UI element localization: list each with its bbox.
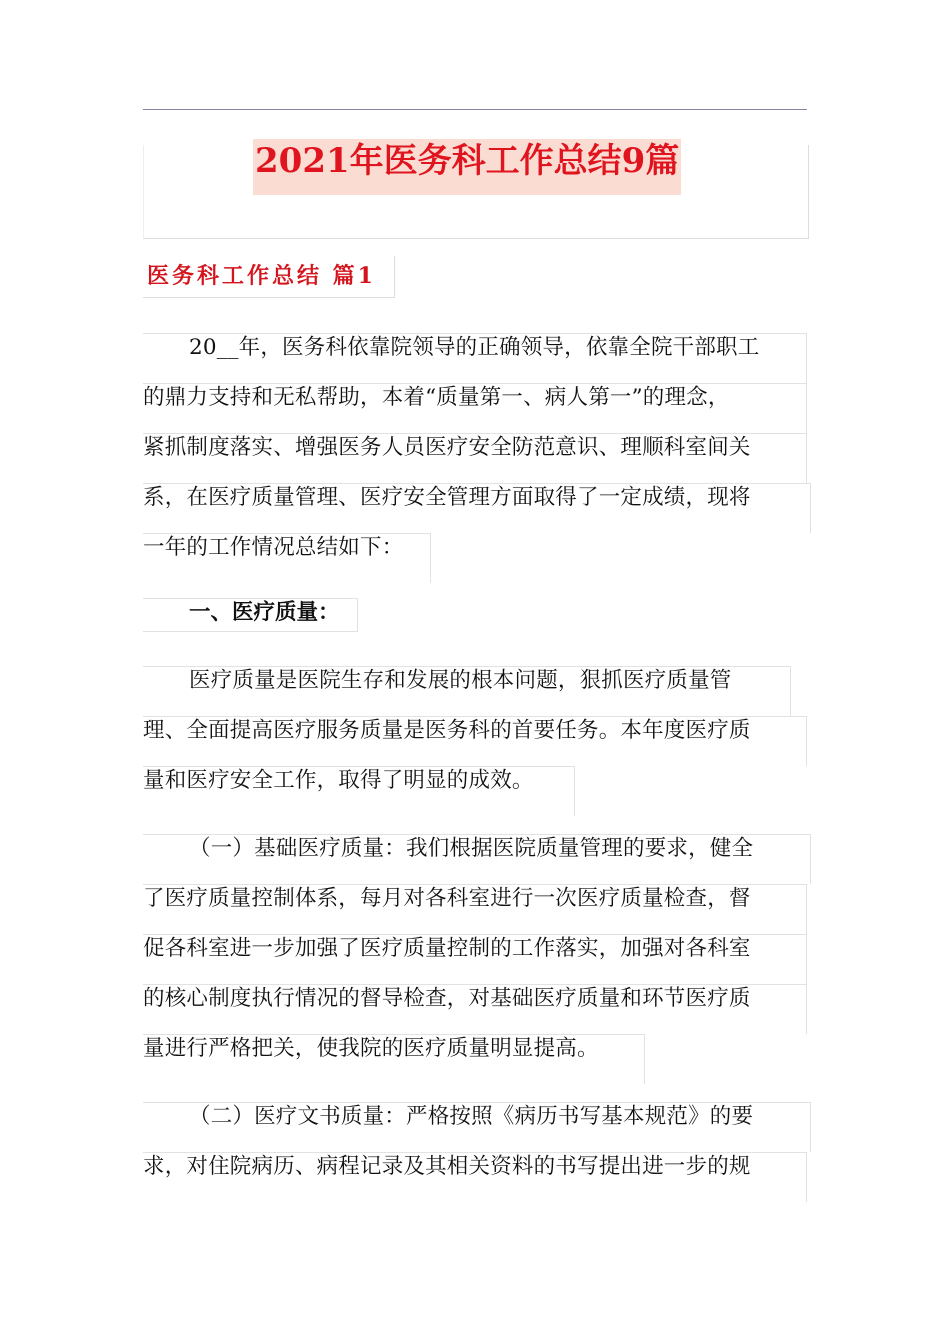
paragraph-line: 的核心制度执行情况的督导检查，对基础医疗质量和环节医疗质 [143, 984, 807, 1034]
paragraph-line: 医疗质量是医院生存和发展的根本问题，狠抓医疗质量管 [143, 666, 791, 716]
paragraph-line: 量进行严格把关，使我院的医疗质量明显提高。 [143, 1034, 645, 1084]
document-quality-paragraph [143, 1102, 811, 1202]
paragraph-line: 20__年，医务科依靠院领导的正确领导，依靠全院干部职工 [143, 333, 807, 383]
paragraph-line: （二）医疗文书质量：严格按照《病历书写基本规范》的要 [143, 1102, 811, 1152]
paragraph-line: 量和医疗安全工作，取得了明显的成效。 [143, 766, 575, 816]
intro-paragraph [143, 333, 811, 583]
paragraph-line: 求，对住院病历、病程记录及其相关资料的书写提出进一步的规 [143, 1152, 807, 1202]
top-rule [143, 109, 807, 110]
document-title: 2021年医务科工作总结9篇 [253, 139, 681, 195]
section-heading: 医务科工作总结 篇1 [143, 256, 395, 298]
paragraph-line: 紧抓制度落实、增强医务人员医疗安全防范意识、理顺科室间关 [143, 433, 807, 483]
quality-paragraph [143, 666, 811, 816]
paragraph-line: 理、全面提高医疗服务质量是医务科的首要任务。本年度医疗质 [143, 716, 807, 766]
paragraph-line: 系，在医疗质量管理、医疗安全管理方面取得了一定成绩，现将 [143, 483, 811, 533]
paragraph-line: 的鼎力支持和无私帮助，本着“质量第一、病人第一”的理念， [143, 383, 807, 433]
paragraph-line: 一年的工作情况总结如下： [143, 533, 431, 583]
paragraph-line: 了医疗质量控制体系，每月对各科室进行一次医疗质量检查，督 [143, 884, 807, 934]
basic-quality-paragraph [143, 834, 811, 1084]
paragraph-line: （一）基础医疗质量：我们根据医院质量管理的要求，健全 [143, 834, 811, 884]
subheading-medical-quality: 一、医疗质量： [143, 598, 358, 632]
paragraph-line: 促各科室进一步加强了医疗质量控制的工作落实，加强对各科室 [143, 934, 807, 984]
